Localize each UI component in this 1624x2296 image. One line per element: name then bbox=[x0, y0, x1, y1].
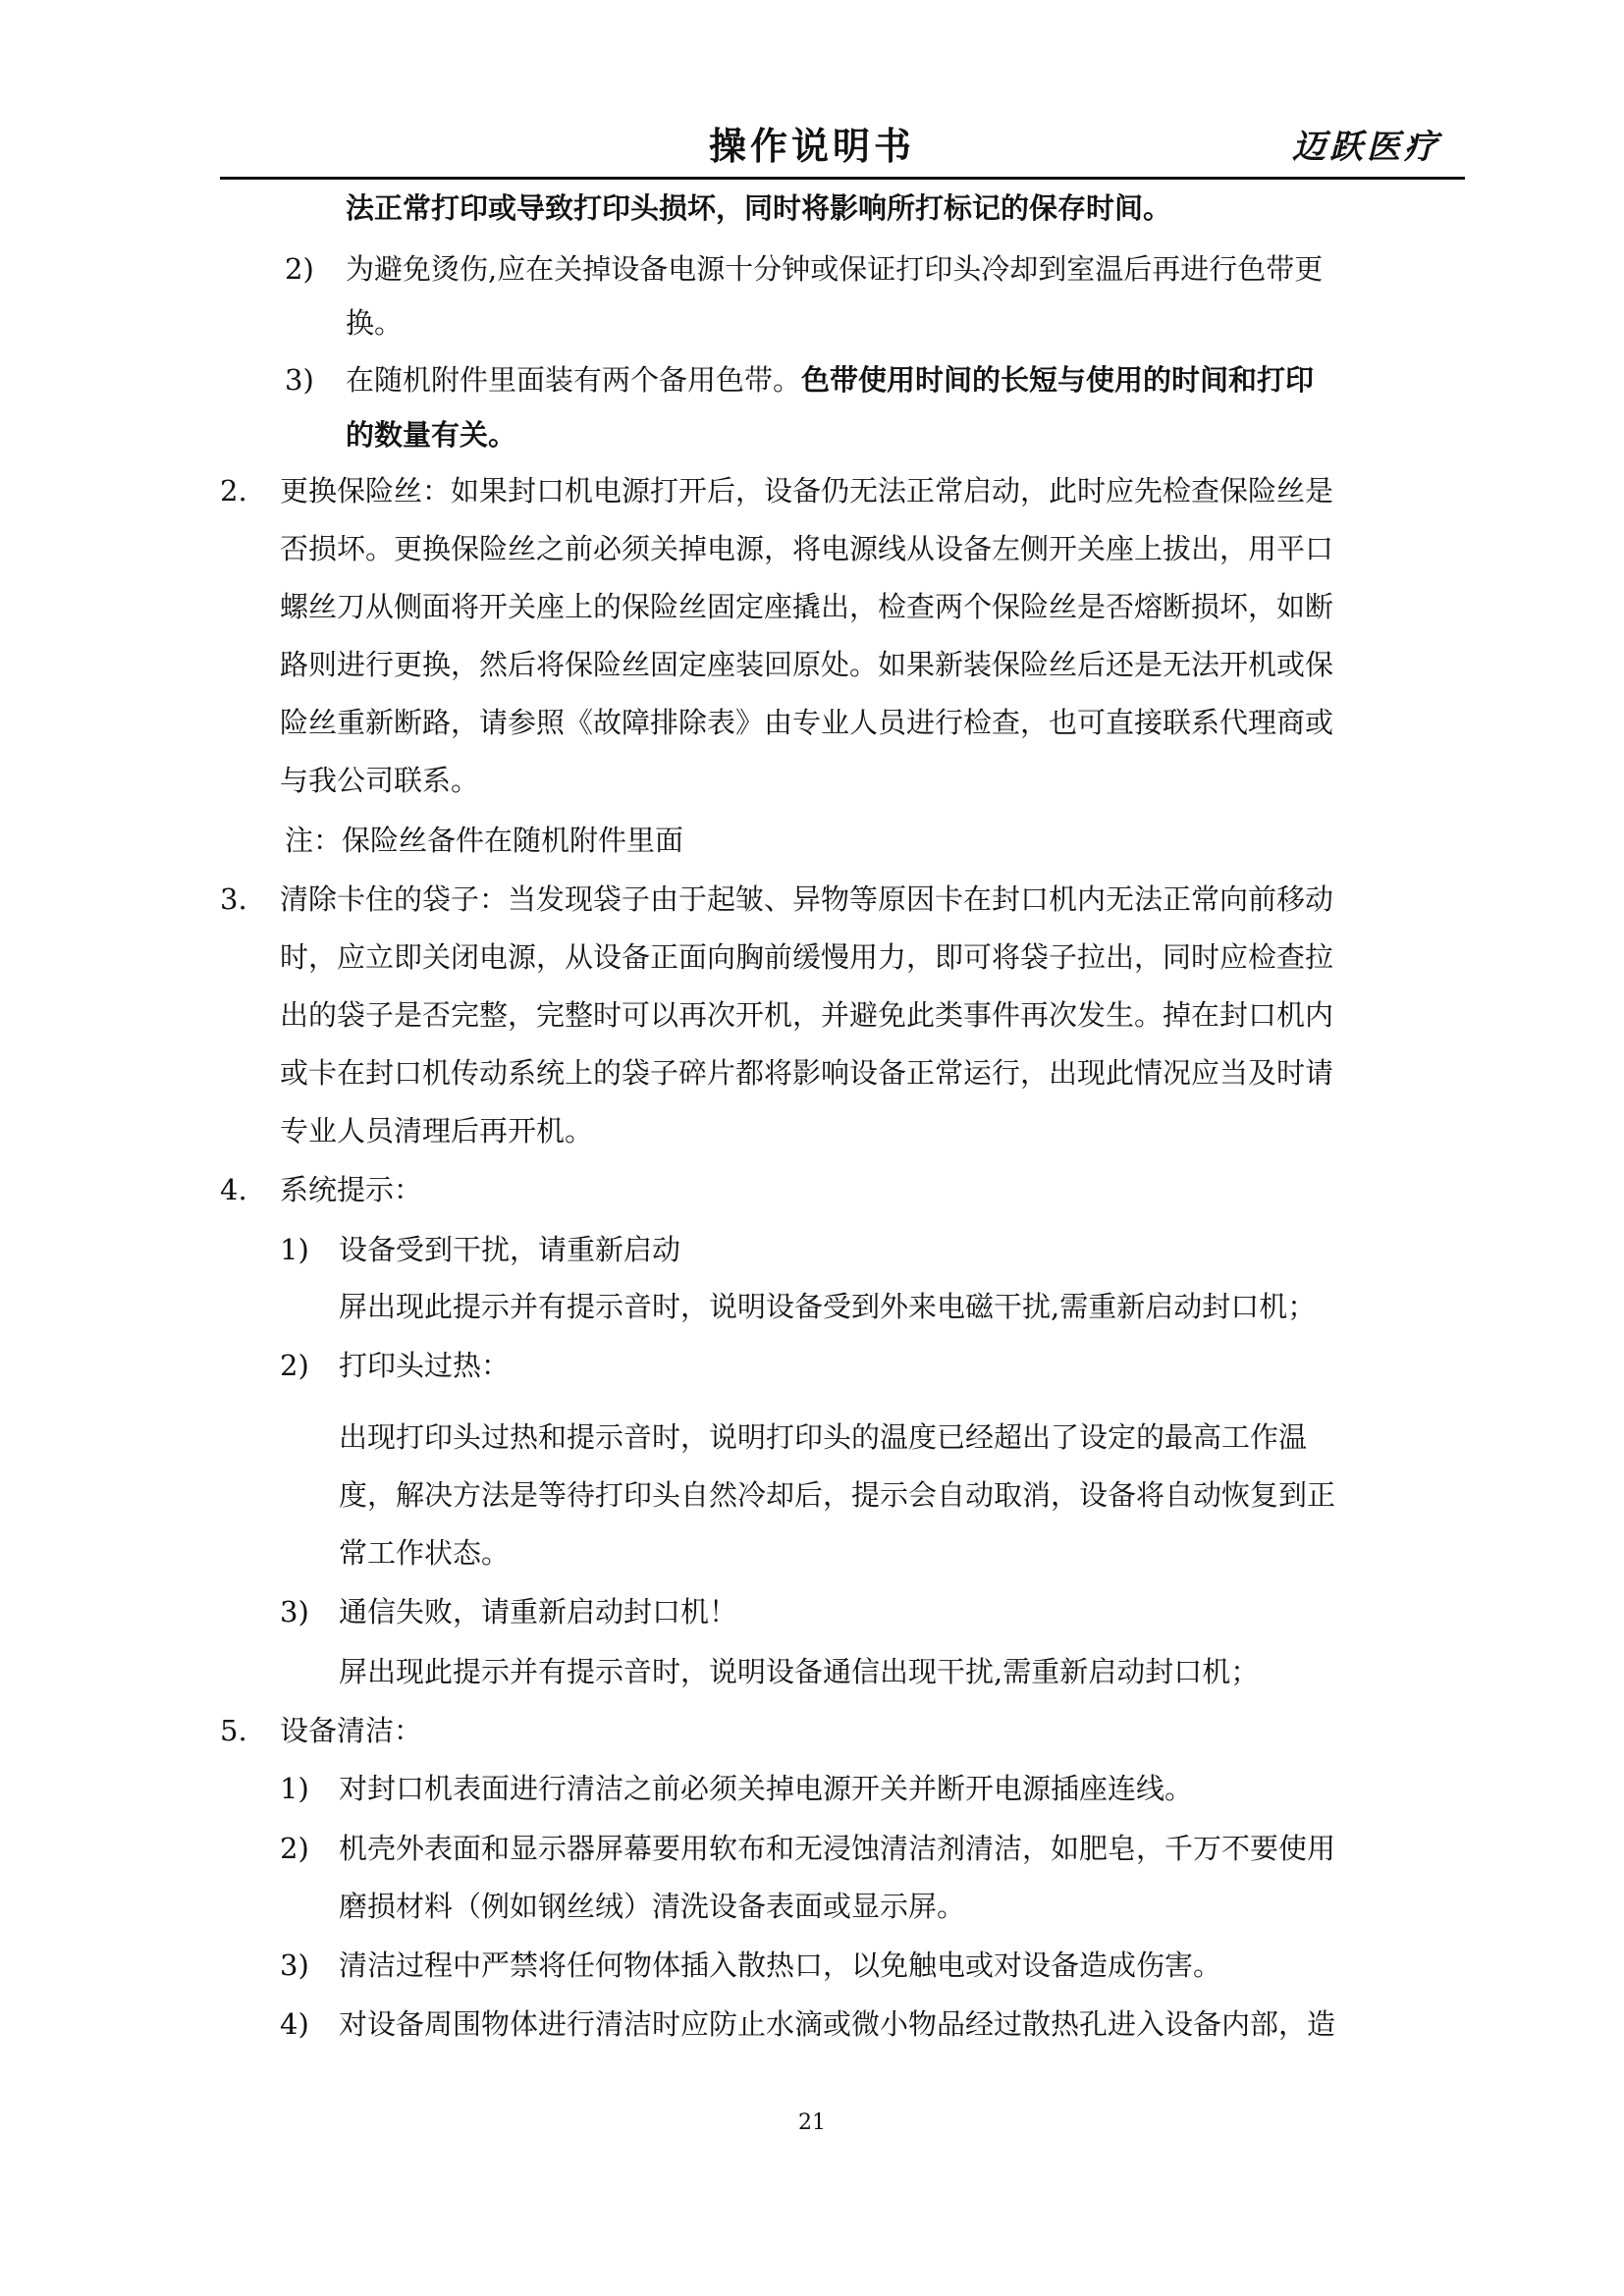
text-line: 的数量有关。 bbox=[346, 418, 517, 452]
text-line: 否损坏。更换保险丝之前必须关掉电源，将电源线从设备左侧开关座上拔出，用平口 bbox=[280, 532, 1334, 565]
header-divider bbox=[220, 177, 1465, 180]
list-number: 3) bbox=[280, 1949, 309, 1982]
text-line: 时，应立即关闭电源，从设备正面向胸前缓慢用力，即可将袋子拉出，同时应检查拉 bbox=[280, 940, 1334, 974]
list-number: 3) bbox=[280, 1595, 309, 1629]
text-line: 磨损材料（例如钢丝绒）清洗设备表面或显示屏。 bbox=[339, 1890, 966, 1923]
brand-name: 迈跃医疗 bbox=[1292, 128, 1441, 167]
text-line: 常工作状态。 bbox=[339, 1536, 511, 1570]
list-number: 2) bbox=[280, 1832, 309, 1865]
text-line: 出的袋子是否完整，完整时可以再次开机，并避免此类事件再次发生。掉在封口机内 bbox=[280, 998, 1334, 1032]
list-number: 4) bbox=[280, 2007, 309, 2041]
note-line: 注：保险丝备件在随机附件里面 bbox=[285, 824, 684, 857]
text-line: 为避免烫伤,应在关掉设备电源十分钟或保证打印头冷却到室温后再进行色带更 bbox=[346, 252, 1324, 286]
text-line: 法正常打印或导致打印头损坏，同时将影响所打标记的保存时间。 bbox=[346, 191, 1172, 225]
list-number: 2) bbox=[280, 1349, 309, 1382]
text-line: 险丝重新断路，请参照《故障排除表》由专业人员进行检查，也可直接联系代理商或 bbox=[280, 706, 1334, 739]
text-line: 出现打印头过热和提示音时，说明打印头的温度已经超出了设定的最高工作温 bbox=[339, 1420, 1308, 1454]
text-line: 路则进行更换，然后将保险丝固定座装回原处。如果新装保险丝后还是无法开机或保 bbox=[280, 648, 1334, 681]
text-line: 屏出现此提示并有提示音时，说明设备受到外来电磁干扰,需重新启动封口机； bbox=[339, 1290, 1317, 1323]
text-line: 专业人员清理后再开机。 bbox=[280, 1114, 594, 1148]
text-line: 更换保险丝：如果封口机电源打开后，设备仍无法正常启动，此时应先检查保险丝是 bbox=[280, 474, 1334, 507]
document-title: 操作说明书 bbox=[708, 125, 915, 168]
text-line: 度，解决方法是等待打印头自然冷却后，提示会自动取消，设备将自动恢复到正 bbox=[339, 1478, 1336, 1512]
list-number: 1) bbox=[280, 1772, 309, 1805]
section-number: 3. bbox=[220, 882, 247, 916]
text-line: 清除卡住的袋子：当发现袋子由于起皱、异物等原因卡在封口机内无法正常向前移动 bbox=[280, 882, 1334, 916]
text-line: 打印头过热： bbox=[339, 1349, 511, 1382]
page-number: 21 bbox=[798, 2110, 826, 2135]
text-line: 螺丝刀从侧面将开关座上的保险丝固定座撬出，检查两个保险丝是否熔断损坏，如断 bbox=[280, 590, 1334, 623]
list-number: 1) bbox=[280, 1233, 309, 1266]
text-line: 与我公司联系。 bbox=[280, 764, 480, 797]
section-number: 4. bbox=[220, 1173, 247, 1206]
list-number: 3) bbox=[285, 363, 314, 397]
text-line: 对封口机表面进行清洁之前必须关掉电源开关并断开电源插座连线。 bbox=[339, 1772, 1194, 1805]
text-segment: 在随机附件里面装有两个备用色带。 bbox=[346, 363, 802, 397]
section-number: 2. bbox=[220, 474, 247, 507]
text-line: 清洁过程中严禁将任何物体插入散热口，以免触电或对设备造成伤害。 bbox=[339, 1949, 1222, 1982]
text-line: 屏出现此提示并有提示音时，说明设备通信出现干扰,需重新启动封口机； bbox=[339, 1655, 1260, 1688]
section-heading: 设备清洁： bbox=[280, 1714, 423, 1747]
bold-text-segment: 色带使用时间的长短与使用的时间和打印 bbox=[801, 363, 1315, 397]
text-line: 机壳外表面和显示器屏幕要用软布和无浸蚀清洁剂清洁，如肥皂，千万不要使用 bbox=[339, 1832, 1336, 1865]
text-line: 或卡在封口机传动系统上的袋子碎片都将影响设备正常运行，出现此情况应当及时请 bbox=[280, 1056, 1334, 1090]
section-heading: 系统提示： bbox=[280, 1173, 423, 1206]
text-line: 对设备周围物体进行清洁时应防止水滴或微小物品经过散热孔进入设备内部，造 bbox=[339, 2007, 1336, 2041]
text-line bbox=[346, 360, 1314, 400]
section-number: 5. bbox=[220, 1714, 247, 1747]
text-line: 通信失败，请重新启动封口机！ bbox=[339, 1595, 738, 1629]
text-line: 换。 bbox=[346, 306, 404, 340]
text-line: 设备受到干扰，请重新启动 bbox=[339, 1233, 681, 1266]
list-number: 2) bbox=[285, 252, 314, 286]
